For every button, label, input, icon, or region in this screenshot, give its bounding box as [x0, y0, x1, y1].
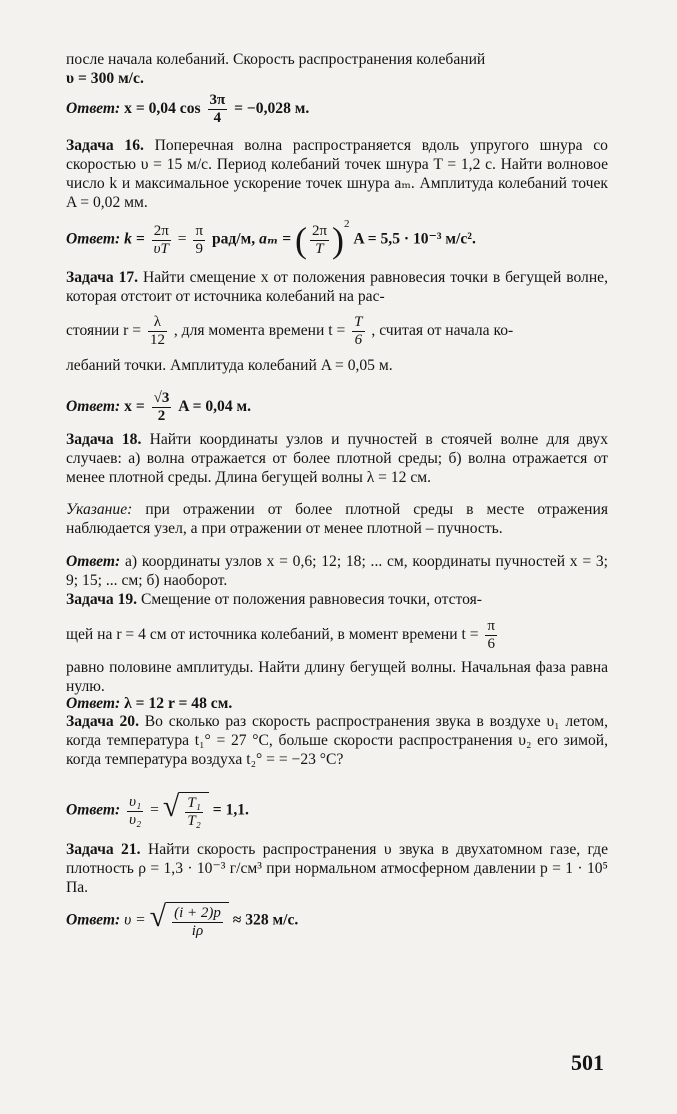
fraction: [152, 390, 172, 425]
radical-sign: √: [149, 900, 167, 933]
denominator: 9: [195, 240, 203, 257]
denominator: 12: [149, 332, 165, 348]
problem-19-line-2: [66, 618, 626, 653]
hint-text: при отражении от более плотной среды в месте отражения наблюдается узел, а при отражении от менее плотной – пучность.: [66, 501, 608, 537]
fraction: [148, 314, 167, 349]
numerator: 2π: [152, 223, 171, 241]
text-segment: щей на r = 4 см от источника колебаний, в момент времени t =: [66, 626, 479, 644]
problem-text: Смещение от положения равновесия точки, отстоя-: [140, 591, 482, 608]
problem-19-answer: [66, 694, 608, 713]
denominator: 6: [354, 332, 363, 348]
problem-text: лебаний точки. Амплитуда колебаний A = 0,05 м.: [66, 357, 393, 374]
problem-17-line-3: [66, 356, 608, 375]
exponent: 2: [344, 218, 350, 231]
k-symbol: k =: [124, 230, 145, 248]
problem-title: Задача 19.: [66, 591, 138, 608]
numerator: π: [195, 222, 204, 239]
problem-title: Задача 21.: [66, 841, 141, 858]
problem-title: Задача 16.: [66, 137, 144, 154]
denominator: iρ: [191, 923, 204, 939]
answer-20-result: = 1,1.: [212, 801, 249, 819]
answer-17: [66, 390, 626, 425]
square-root: [150, 902, 229, 940]
problem-17: [66, 268, 608, 306]
text-segment: стоянии r =: [66, 322, 142, 340]
numerator: π: [487, 618, 495, 634]
numerator: υ₁: [129, 793, 142, 810]
fraction: [352, 314, 364, 349]
problem-16: [66, 136, 608, 212]
fraction: [310, 223, 329, 258]
problem-20: [66, 712, 608, 769]
intro-line-1: после начала колебаний. Скорость распространения колебаний: [66, 51, 486, 68]
numerator: (i + 2)p: [174, 905, 221, 921]
problem-title: Задача 20.: [66, 713, 139, 730]
problem-21: [66, 840, 608, 897]
numerator: T: [354, 314, 363, 330]
hint-label: Указание:: [66, 501, 133, 518]
answer-label: Ответ:: [66, 695, 121, 712]
problem-19: [66, 590, 608, 609]
answer-21: [66, 902, 626, 940]
denominator: T: [315, 240, 324, 257]
problem-text: Поперечная волна распространяется вдоль упругого шнура со скоростью υ = 15 м/с. Период колебаний точек шнура T = 1,2 с. Найти волновое число k и максимальное ускорение точек шнура aₘ. Амплитуда колебаний точек A = 0,02 мм.: [66, 137, 608, 211]
answer-label: Ответ:: [66, 230, 121, 248]
fraction: [127, 794, 143, 829]
answer-label: Ответ:: [66, 553, 121, 570]
denominator: 6: [487, 636, 495, 652]
answer-15: [66, 92, 626, 127]
problem-text: Найти скорость распространения υ звука в двухатомном газе, где плотность ρ = 1,3 · 10⁻³ г/см³ при нормальном атмосферном давлении p = 1 · 10⁵ Па.: [66, 841, 608, 896]
denominator: υT: [153, 240, 169, 257]
problem-text: Найти смещение x от положения равновесия точки в бегущей волне, которая отстоит от источника колебаний на рас-: [66, 269, 608, 305]
numerator: 2π: [311, 222, 328, 239]
problem-text: Во сколько раз скорость распространения звука в воздухе υ₁ летом, когда температура t₁° = 27 °C, больше скорости распространения υ₂ его зимой, когда температура воздуха t₂° = = −23 °C?: [66, 713, 608, 768]
numerator: 3π: [209, 92, 226, 108]
radical-sign: √: [162, 790, 180, 823]
answer-16-result: A = 5,5 · 10⁻³ м/с².: [353, 230, 476, 248]
denominator: T₂: [187, 813, 201, 829]
text-segment: , считая от начала ко-: [371, 322, 514, 340]
problem-19-line-3: [66, 658, 608, 696]
v-symbol: υ =: [124, 911, 146, 929]
fraction: [193, 223, 205, 258]
answer-label: Ответ:: [66, 398, 121, 416]
problem-title: Задача 18.: [66, 431, 142, 448]
problem-18: [66, 430, 608, 487]
am-symbol: aₘ =: [259, 230, 292, 248]
intro-paragraph: [66, 50, 608, 88]
answer-text: λ = 12 r = 48 см.: [124, 695, 233, 712]
denominator: 4: [213, 110, 222, 126]
fraction: [152, 223, 171, 258]
answer-label: Ответ:: [66, 100, 121, 118]
answer-21-result: ≈ 328 м/с.: [232, 911, 299, 929]
problem-18-hint: [66, 500, 608, 538]
numerator: λ: [148, 314, 167, 332]
problem-17-line-2: [66, 314, 626, 349]
problem-18-answer: [66, 552, 608, 590]
answer-16: [66, 218, 626, 260]
fraction: [185, 795, 203, 830]
fraction: [208, 92, 228, 127]
page-number: 501: [571, 1050, 604, 1075]
denominator: 2: [157, 408, 166, 424]
answer-label: Ответ:: [66, 911, 121, 929]
x-symbol: x =: [124, 398, 145, 416]
answer-17-result: A = 0,04 м.: [178, 398, 252, 416]
text-segment: , для момента времени t =: [173, 322, 346, 340]
equals: =: [150, 801, 159, 819]
intro-line-2: υ = 300 м/с.: [66, 70, 144, 87]
fraction: [485, 618, 497, 653]
answer-text: а) координаты узлов x = 0,6; 12; 18; ... см, координаты пучностей x = 3; 9; 15; ... см; б) наоборот.: [66, 553, 608, 589]
answer-20: [66, 792, 626, 830]
denominator: υ₂: [129, 811, 142, 828]
problem-title: Задача 17.: [66, 269, 139, 286]
right-paren: ): [332, 220, 345, 260]
numerator: √3: [153, 390, 170, 406]
unit: рад/м,: [211, 230, 256, 248]
answer-label: Ответ:: [66, 801, 121, 819]
answer-15-expr: x = 0,04 cos: [124, 100, 201, 118]
problem-text: Найти координаты узлов и пучностей в стоячей волне для двух случаев: а) волна отражается от более плотной среды; б) волна отражается от менее плотной среды. Длина бегущей волны λ = 12 см.: [66, 431, 608, 486]
square-root: [163, 792, 209, 830]
numerator: T₁: [187, 795, 201, 811]
problem-text: равно половине амплитуды. Найти длину бегущей волны. Начальная фаза равна нулю.: [66, 659, 608, 695]
left-paren: (: [294, 220, 307, 260]
answer-15-result: = −0,028 м.: [234, 100, 310, 118]
fraction: [172, 905, 223, 940]
equals: =: [177, 230, 187, 248]
